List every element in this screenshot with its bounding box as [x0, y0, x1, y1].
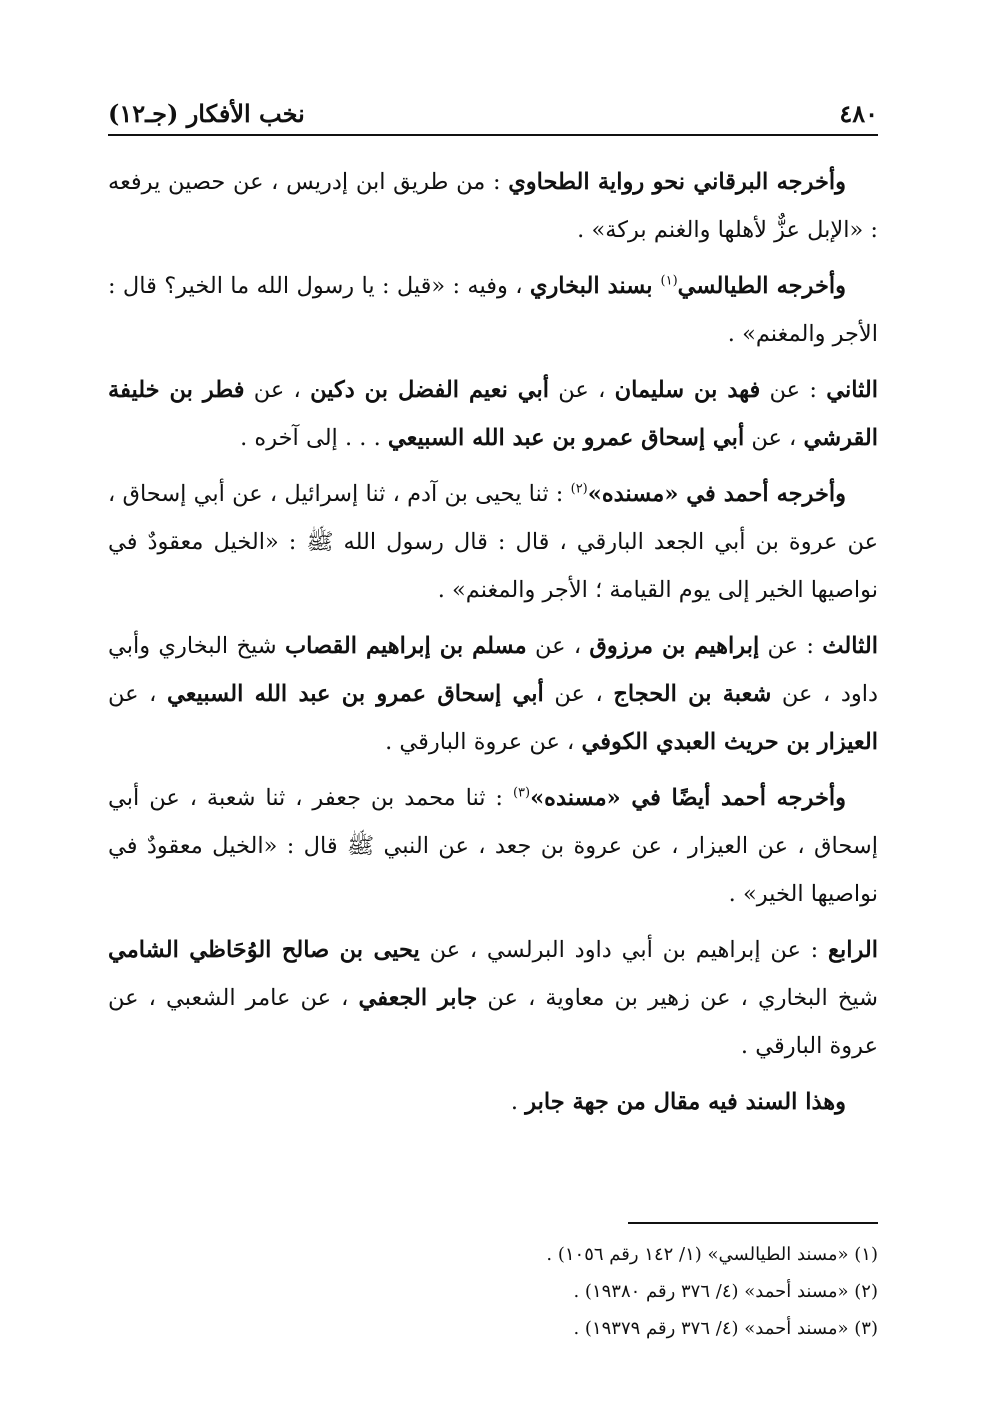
text-run: . [510, 1089, 526, 1115]
text-run: ، وفيه : «قيل : يا رسول الله ما الخير؟ قال : الأجر والمغنم» . [108, 273, 878, 347]
text-run: ، عن [549, 377, 615, 403]
bold-text: أبي إسحاق عمرو بن عبد الله السبيعي [166, 681, 544, 707]
text-run: : ثنا محمد بن جعفر ، ثنا شعبة ، عن أبي إسحاق ، عن العيزار ، عن عروة بن جعد ، عن النبي ﷺ قال : «الخيل معقودٌ في نواصيها الخير» . [108, 785, 878, 907]
paragraph [108, 926, 878, 1070]
paragraph [108, 470, 878, 614]
footnote-ref: (١) [660, 273, 678, 289]
text-run: : عن [759, 633, 823, 659]
text-run: ، عن عامر الشعبي ، عن عروة البارقي . [108, 985, 878, 1059]
main-text [108, 158, 878, 1134]
text-run: ، عن [108, 681, 167, 707]
footnote: (٣) «مسند أحمد» (٤/ ٣٧٦ رقم ١٩٣٧٩) . [573, 1318, 878, 1339]
footnote: (٢) «مسند أحمد» (٤/ ٣٧٦ رقم ١٩٣٨٠) . [573, 1281, 878, 1302]
bold-text: وأخرجه أحمد في «مسنده» [587, 481, 846, 507]
bold-text: يحيى بن صالح الوُحَاظي الشامي [108, 937, 420, 963]
text-run: : عن [760, 377, 827, 403]
paragraph [108, 1078, 878, 1126]
bold-text: الثاني [826, 377, 878, 403]
paragraph [108, 158, 878, 254]
bold-text: وأخرجه أحمد أيضًا في «مسنده» [530, 785, 847, 811]
bold-text: وأخرجه البرقاني نحو رواية الطحاوي [508, 169, 846, 195]
text-run: ، عن [543, 681, 614, 707]
bold-text: أبي نعيم الفضل بن دكين [310, 377, 550, 403]
bold-text: فطر بن خليفة القرشي [108, 377, 878, 451]
bold-text: العيزار بن حريث العبدي الكوفي [581, 729, 878, 755]
text-run: شيخ البخاري وأبي داود ، عن [108, 633, 878, 707]
text-run: ، عن عروة البارقي . [385, 729, 582, 755]
text-run: ، عن [744, 425, 804, 451]
text-run: شيخ البخاري ، عن زهير بن معاوية ، عن [477, 985, 878, 1011]
bold-text: بسند البخاري [529, 273, 661, 299]
bold-text: وهذا السند فيه مقال من جهة جابر [525, 1089, 846, 1115]
paragraph [108, 366, 878, 462]
bold-text: وأخرجه الطيالسي [677, 273, 846, 299]
footnote: (١) «مسند الطيالسي» (١/ ١٤٢ رقم ١٠٥٦) . [546, 1244, 878, 1265]
book-title: نخب الأفكار (جـ١٢) [108, 99, 305, 128]
footnotes [108, 1236, 878, 1347]
bold-text: مسلم بن إبراهيم القصاب [284, 633, 527, 659]
header-divider [108, 134, 878, 136]
page-header [108, 94, 878, 128]
text-run: : ثنا يحيى بن آدم ، ثنا إسرائيل ، عن أبي إسحاق ، عن عروة بن أبي الجعد البارقي ، قال : قال رسول الله ﷺ : «الخيل معقودٌ في نواصيها الخير إلى يوم القيامة ؛ الأجر والمغنم» . [108, 481, 878, 603]
text-run: ، عن [244, 377, 311, 403]
bold-text: أبي إسحاق عمرو بن عبد الله السبيعي [387, 425, 745, 451]
bold-text: الرابع [827, 937, 878, 963]
text-run: . . . إلى آخره . [240, 425, 388, 451]
footnote-ref: (٢) [570, 481, 588, 497]
paragraph [108, 262, 878, 358]
text-run: : من طريق ابن إدريس ، عن حصين يرفعه : «الإبل عزٌّ لأهلها والغنم بركة» . [108, 169, 878, 243]
bold-text: جابر الجعفي [358, 985, 478, 1011]
paragraph [108, 774, 878, 918]
text-run: ، عن [526, 633, 590, 659]
footnote-ref: (٣) [512, 785, 531, 801]
footnote-divider [628, 1222, 878, 1224]
bold-text: الثالث [822, 633, 878, 659]
bold-text: إبراهيم بن مرزوق [589, 633, 760, 659]
text-run: : عن إبراهيم بن أبي داود البرلسي ، عن [419, 937, 828, 963]
bold-text: فهد بن سليمان [614, 377, 761, 403]
paragraph [108, 622, 878, 766]
bold-text: شعبة بن الحجاج [613, 681, 772, 707]
page-number: ٤٨٠ [839, 99, 878, 128]
